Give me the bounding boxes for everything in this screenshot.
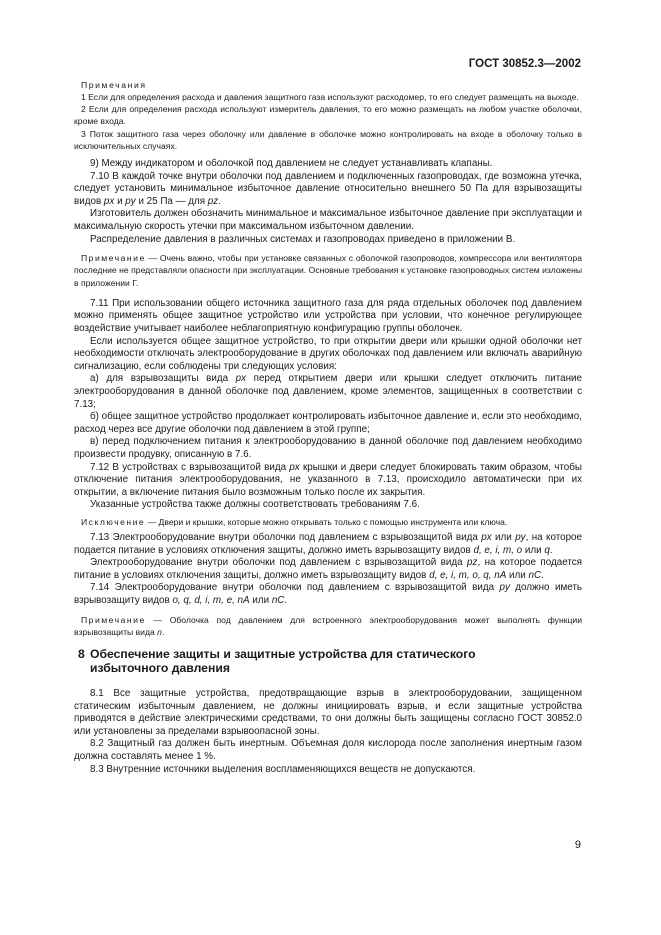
exception-note: Исключение — Двери и крышки, которые можно открывать только с помощью инструмента или ключа. [81,516,508,527]
clause-7-11-c: в) перед подключением питания к электрооборудованию в данной оболочке под давлением необходимо произвести продувку, описанную в 7.6. [74,436,582,460]
clause-7-13: 7.13 Электрооборудование внутри оболочки под давлением с взрывозащитой вида px или py, на которое подается питание в условиях отключения защиты, должно иметь взрывозащиту видов d, e, i, m, o или q. [74,532,582,556]
note-2: 2 Если для определения расхода используют измеритель давления, то его можно размещать на любом участке оболочки, кроме входа. [74,104,582,127]
note-1: 1 Если для определения расхода и давления защитного газа используют расходомер, то его следует размещать на выходе. [81,92,579,102]
clause-7-13-pz: Электрооборудование внутри оболочки под давлением с взрывозащитой вида pz, на которое подается питание в условиях отключения защиты, должно иметь взрывозащиту видов d, e, i, m, o, q, nA или nC. [74,557,582,581]
clause-7-11-a: а) для взрывозащиты вида px перед открытием двери или крышки следует отключить питание электрооборудования в данной оболочке под давлением, кроме элементов, защищенных в соответствии с 7.13; [74,373,582,410]
standard-header: ГОСТ 30852.3—2002 [468,58,581,70]
clause-7-11-b: б) общее защитное устройство продолжает контролировать избыточное давление и, если это необходимо, расход через все другие оболочки под давлением в этой группе; [74,411,582,435]
clause-8-1: 8.1 Все защитные устройства, предотвращающие взрыв в электрооборудовании, защищенном статическим избыточным давлением, не должны инициировать взрыв, и если защитные устройства приводятся в действие электрическими средствами, то они должны быть защищены согласно ГОСТ 30852.0 или установлены за пределами взрывоопасной зоны. [74,688,582,737]
clause-7-10-distribution: Распределение давления в различных системах и газопроводах приведено в приложении В. [90,233,516,245]
section-title-line-2: избыточного давления [90,661,230,676]
clause-7-11-common-device: Если используется общее защитное устройство, то при открытии двери или крышки одной оболочки нет необходимости отключать электрооборудование в других оболочках под давлением или включать аварийную сигнализацию, если соблюдены три следующих условия: [74,335,582,372]
section-8-heading [78,647,582,675]
clause-7-10: 7.10 В каждой точке внутри оболочки под давлением и подключенных газопроводах, где возможна утечка, следует установить минимальное избыточное давление относительно внешнего 50 Па для взрывозащиты видов px и py и 25 Па — для pz. [74,170,582,207]
clause-8-3: 8.3 Внутренние источники выделения воспламеняющихся веществ не допускаются. [90,763,476,775]
page-number: 9 [574,839,581,851]
page-content [74,80,582,776]
clause-7-12-devices: Указанные устройства также должны соответствовать требованиям 7.6. [90,499,420,511]
note-3: 3 Поток защитного газа через оболочку или давление в оболочке можно контролировать на входе в оболочку только в исключительных случаях. [74,128,582,151]
section-title-line-1: Обеспечение защиты и защитные устройства для статического [90,647,476,662]
note-embedded-equipment: Примечание — Оболочка под давлением для встроенного электрооборудования может выполнять функции взрывозащиты вида n. [74,614,582,637]
clause-7-14: 7.14 Электрооборудование внутри оболочки под давлением с взрывозащитой вида py должно иметь взрывозащиту видов o, q, d, i, m, e, nA или nC. [74,582,583,607]
clause-7-12: 7.12 В устройствах с взрывозащитой вида px крышки и двери следует блокировать таким образом, чтобы отключение питания электрооборудования, не указанного в 7.13, происходило автоматически при их открытии, а включение питания было возможным только после их закрытия. [74,461,582,498]
clause-7-10-manufacturer: Изготовитель должен обозначить минимальное и максимальное избыточное давление при эксплуатации и максимальную скорость утечки при максимальном избыточном давлении. [74,208,582,232]
notes-title: Примечания [81,80,147,90]
clause-8-2: 8.2 Защитный газ должен быть инертным. Объемная доля кислорода после заполнения инертным газом должна составлять менее 1 %. [74,738,582,763]
section-number: 8 [78,647,85,662]
note-gas-systems: Примечание — Очень важно, чтобы при установке связанных с оболочкой газопроводов, компрессора или вентилятора последние не представляли опасности при эксплуатации. Основные требования к установке газопроводных систем изложены в приложении Г. [74,253,582,288]
item-9: 9) Между индикатором и оболочкой под давлением не следует устанавливать клапаны. [90,158,493,170]
clause-7-11: 7.11 При использовании общего источника защитного газа для ряда отдельных оболочек под давлением можно применять общее защитное устройство или устройства при условии, что конечное регулирующее воздействие учитывает наиболее неблагоприятную конфигурацию группы оболочек. [74,297,582,334]
